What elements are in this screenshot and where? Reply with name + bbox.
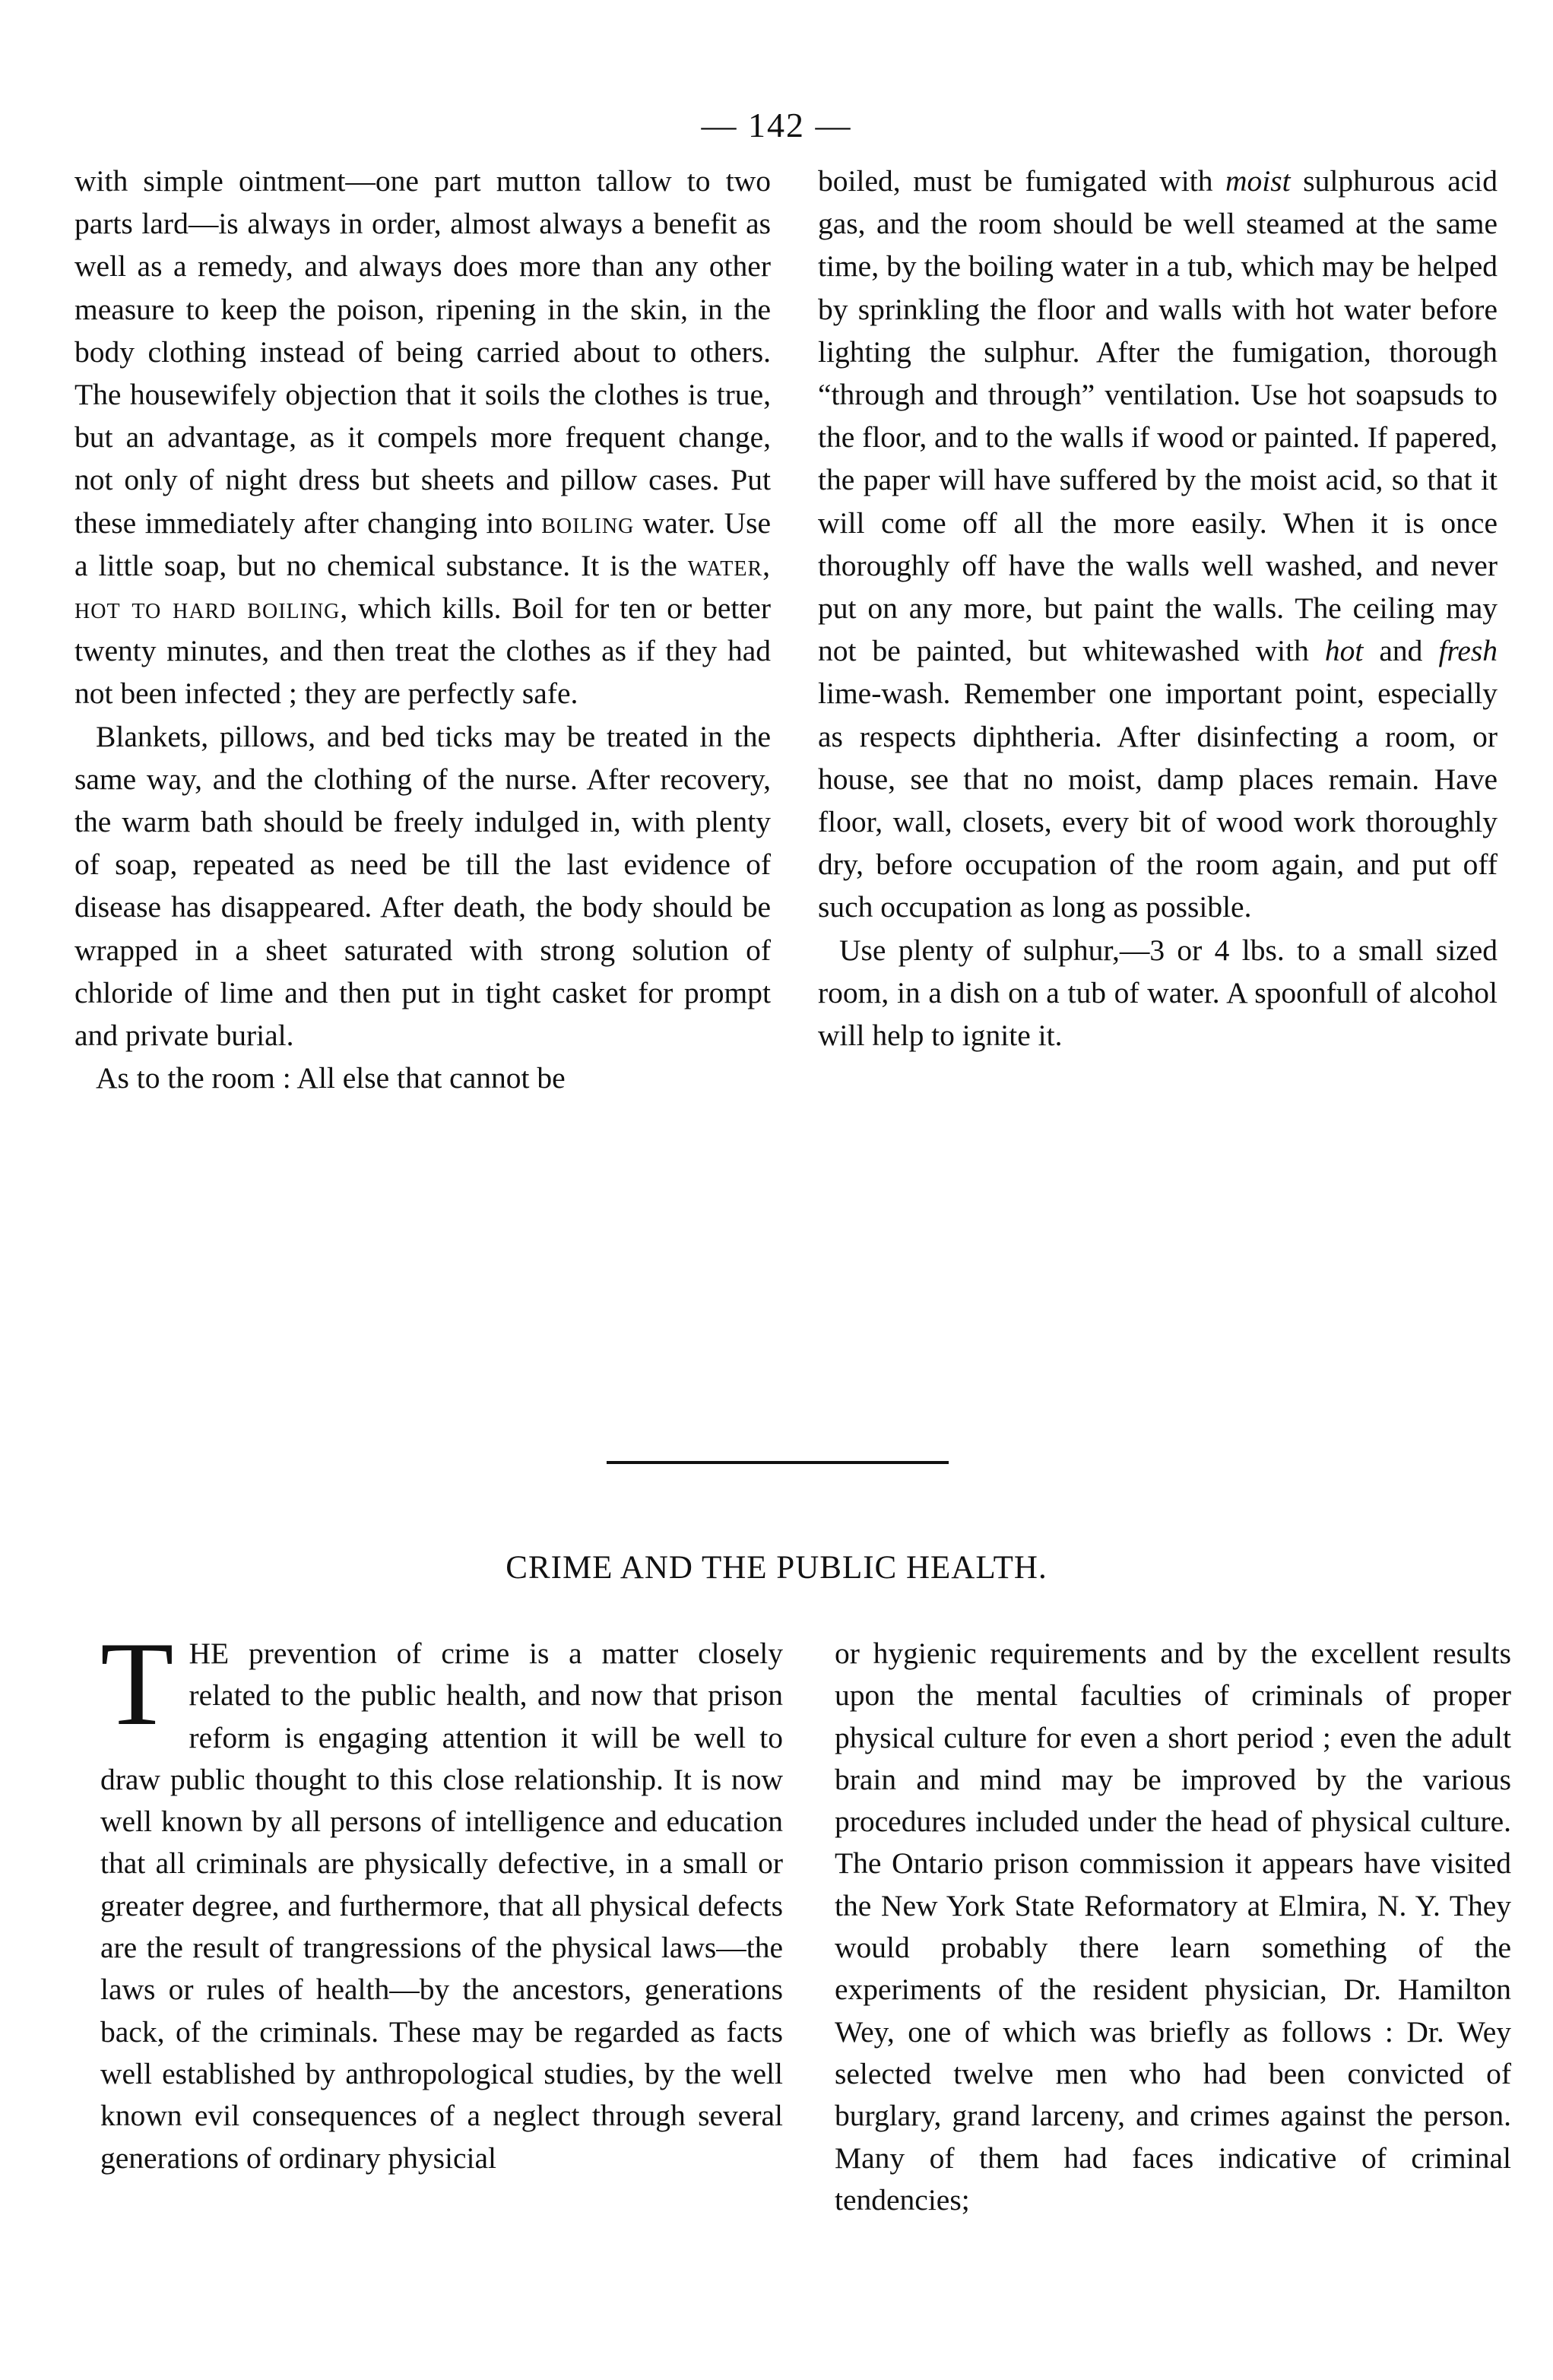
water-hot-emphasis: water, hot to hard boiling — [74, 548, 771, 626]
paragraph-fumigation — [818, 160, 1498, 929]
paragraph-crime-continued: or hygienic requirements and by the excellent results upon the mental faculties of criminals of proper physical culture for even a short period ; even the adult brain and mind may be improved by the various procedures included under the head of physical culture. The Ontario prison commission it appears have visited the New York State Reformatory at Elmira, N. Y. They would probably there learn something of the experiments of the resident physician, Dr. Hamilton Wey, one of which was briefly as follows : Dr. Wey selected twelve men who had been convicted of burglary, grand larceny, and crimes against the person. Many of them had faces indicative of criminal tendencies; — [835, 1637, 1511, 2217]
top-right-column — [818, 160, 1498, 1057]
paragraph-text: with simple ointment—one part mutton tallow to two parts lard—is always in order, almost always a benefit as well as a remedy, and always does more than any other measure to keep the poison, ripening in the skin, in the body clothing instead of being carried about to others. The housewifely objection that it soils the clothes is true, but an advantage, as it compels more frequent change, not only of night dress but sheets and pillow cases. Put these immediately after changing into — [74, 164, 771, 540]
paragraph-clothing-treatment — [74, 160, 771, 715]
section-divider — [607, 1461, 949, 1464]
fumigation-text-a: boiled, must be fumigated with — [818, 164, 1226, 198]
paragraph-room-intro: As to the room : All else that cannot be — [96, 1061, 566, 1095]
boiling-emphasis: boiling — [541, 505, 635, 540]
drop-cap: T — [100, 1618, 174, 1751]
first-word-rest: HE — [189, 1637, 230, 1670]
fumigation-text-d: lime-wash. Remember one important point, especially as respects diphtheria. After disinfecting a room, or house, see that no moist, damp places remain. Have floor, wall, closets, every bit of wood work thoroughly dry, before occupation of the room again, and put off such occupation as long as possible. — [818, 677, 1498, 924]
bottom-left-column — [100, 1618, 783, 2179]
fresh-italic: fresh — [1438, 634, 1498, 668]
moist-italic: moist — [1225, 164, 1291, 198]
bottom-right-column — [835, 1633, 1511, 2221]
top-left-column — [74, 160, 771, 1099]
hot-italic: hot — [1324, 634, 1364, 668]
paragraph-text-cont: water. Use a little soap, but no chemical substance. It is the — [74, 505, 772, 582]
paragraph-crime-intro — [100, 1618, 783, 2179]
fumigation-text-c: and — [1363, 634, 1439, 668]
crime-intro-text: prevention of crime is a matter closely related to the public health, and now that prison reform is engaging attention it will be well to draw public thought to this close relationship. It is now well known by all persons of intelligence and education that all criminals are physically defective, in a small or greater degree, and furthermore, that all physical defects are the result of trangressions of the physical laws—the laws or rules of health—by the ancestors, generations back, of the criminals. These may be regarded as facts well established by anthropological studies, by the well known evil consequences of a neglect through several generations of ordinary physicial — [100, 1637, 783, 2175]
paragraph-blankets: Blankets, pillows, and bed ticks may be treated in the same way, and the clothing of the nurse. After recovery, the warm bath should be freely indulged in, with plenty of soap, repeated as need be till the last evidence of disease has disappeared. After death, the body should be wrapped in a sheet saturated with strong solution of chloride of lime and then put in tight casket for prompt and private burial. — [74, 719, 771, 1053]
paragraph-text-end: , which kills. Boil for ten or better twenty minutes, and then treat the clothes as if they had not been infected ; they are perfectly safe. — [74, 591, 771, 711]
fumigation-text-b: sulphurous acid gas, and the room should be well steamed at the same time, by the boiling water in a tub, which may be helped by sprinkling the floor and walls with hot water before lighting the sulphur. After the fumigation, thorough “through and through” ventilation. Use hot soapsuds to the floor, and to the walls if wood or painted. If papered, the paper will have suffered by the moist acid, so that it will come off all the more easily. When it is once thoroughly off have the walls well washed, and never put on any more, but paint the walls. The ceiling may not be painted, but whitewashed with — [818, 164, 1498, 668]
page-number: — 142 — — [701, 106, 852, 144]
paragraph-sulphur: Use plenty of sulphur,—3 or 4 lbs. to a small sized room, in a dish on a tub of water. A spoonfull of alcohol will help to ignite it. — [818, 933, 1498, 1053]
section-heading: CRIME AND THE PUBLIC HEALTH. — [506, 1550, 1047, 1586]
